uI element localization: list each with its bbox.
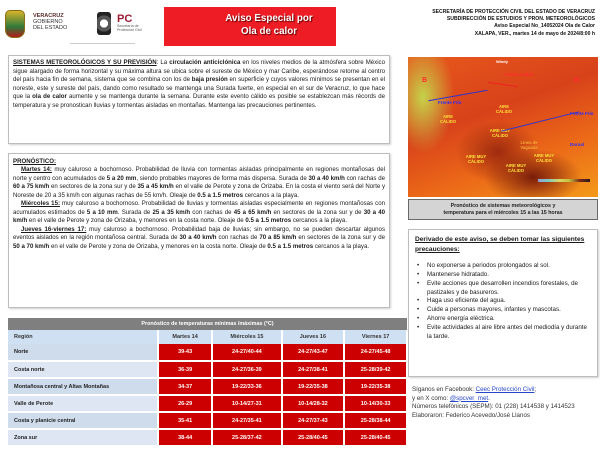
column-header: Jueves 16 xyxy=(282,330,345,344)
trough-line-label: Línea de Vaguada xyxy=(520,140,538,150)
precaution-item: • Mantenerse hidratado. xyxy=(415,271,591,280)
table-row: Norte 39-43 24-27/40-44 24-27/43-47 24-27/45-48 xyxy=(8,344,407,361)
precaution-item: • Ahorre energía eléctrica. xyxy=(415,315,591,324)
pc-abbr: PC xyxy=(117,13,133,25)
forecast-title: PRONÓSTICO: xyxy=(13,158,56,165)
caption-line: temperatura para el miércoles 15 a las 15 horas xyxy=(443,210,563,217)
warm-front-label: Frente Cálido xyxy=(505,72,534,77)
bulletin-number: Aviso Especial No_14052024 Ola de Calor xyxy=(494,23,595,30)
low-pressure-label: B xyxy=(422,77,428,84)
logo-line: GOBIERNO xyxy=(33,19,63,25)
column-header: Miércoles 15 xyxy=(212,330,281,344)
table-caption: Pronóstico de temperaturas mínimas /máximas (°C) xyxy=(8,318,407,330)
windy-watermark: Windy xyxy=(496,59,508,64)
phone-numbers: Números telefónicos (SEPM): 01 (228) 1414538 y 1414523 xyxy=(412,403,575,411)
header-divider xyxy=(70,43,135,44)
table-row: Valle de Perote 26-29 10-14/27-31 10-14/28-32 10-14/30-33 xyxy=(8,395,407,412)
column-header: Región xyxy=(8,330,158,344)
header xyxy=(0,0,600,50)
precaution-item: • Cuide a personas mayores, infantes y mascotas. xyxy=(415,306,591,315)
ridge-label: Dorsal xyxy=(570,142,585,147)
precautions-list xyxy=(415,262,591,341)
cold-front-label: Frente Frío xyxy=(570,111,594,116)
systems-title: SISTEMAS METEOROLÓGICOS Y SU PREVISIÓN xyxy=(13,59,157,66)
table-row: Costa norte 36-39 24-27/36-39 24-27/38-41 25-28/39-42 xyxy=(8,361,407,378)
low-pressure-label: B xyxy=(574,77,580,84)
warm-front-line xyxy=(488,82,518,87)
table-row: Zona sur 38-44 25-28/37-42 25-28/40-45 25-28/40-45 xyxy=(8,429,407,446)
logo-line: DEL ESTADO xyxy=(33,25,68,31)
temperature-table xyxy=(8,318,408,447)
veracruz-logo-text xyxy=(33,13,67,31)
agency-name: SECRETARÍA DE PROTECCIÓN CIVIL DEL ESTADO DE VERACRUZ xyxy=(432,9,595,15)
weather-map xyxy=(408,57,598,197)
forecast-day: Martes 14: muy caluroso a bochornoso. Probabilidad de lluvia con tormentas aisladas principalmente en regiones montañosas del norte y centro con acumulados de 5 a 20 mm, siendo probables mayores de forma más dispersa. Surada de 30 a 40 km/h con rachas de 60 a 75 km/h en sectores de la zona sur y de 35 a 45 km/h en el valle de Perote y zona de Orizaba. En la costa el viento será del Norte y Noreste de 20 a 35 km/h con algunas rachas de 55 km/h. Oleaje de 0.5 a 1.5 metros cercanos a la playa. xyxy=(13,166,386,199)
table-row: Montañosa central y Altas Montañas 34-37 19-22/33-36 19-22/35-38 19-22/35-38 xyxy=(8,378,407,395)
pc-sub: Protección Civil xyxy=(117,28,142,33)
precaution-item: • Haga uso eficiente del agua. xyxy=(415,297,591,306)
banner-line: Ola de calor xyxy=(240,26,298,37)
bulletin-date: XALAPA, VER., martes 14 de mayo de 2024/8:00 h xyxy=(474,30,595,37)
logo-line: VERACRUZ xyxy=(33,13,64,19)
facebook-link[interactable]: Ceec Protección Civil xyxy=(475,386,535,393)
map-caption xyxy=(408,199,598,220)
precaution-item: • Evite actividades al aire libre antes del mediodía y durante la tarde. xyxy=(415,324,591,342)
cold-front-label: Frente Frío xyxy=(438,100,462,105)
caption-line: Pronóstico de sistemas meteorológicos y xyxy=(450,203,556,209)
air-mass-label: AIRE MUY CÁLIDO xyxy=(489,128,511,138)
air-mass-label: AIRE MUY CÁLIDO xyxy=(533,153,555,163)
contact-info: Síganos en Facebook: Ceec Protección Civil; y en X como: @spcver_met. Números telefónicos (SEPM): 01 (228) 1414538 y 1414523 Elaboraron: Federico Acevedo/José Llanos xyxy=(412,386,598,420)
table-row: Costa y planicie central 35-41 24-27/35-41 24-27/37-43 25-28/38-44 xyxy=(8,412,407,429)
column-header: Viernes 17 xyxy=(344,330,407,344)
air-mass-label: AIRE CÁLIDO xyxy=(439,114,457,124)
air-mass-label: AIRE MUY CÁLIDO xyxy=(505,163,527,173)
precautions-title: Derivado de este aviso, se deben tomar las siguientes precauciones: xyxy=(415,236,585,253)
air-mass-label: AIRE CÁLIDO xyxy=(495,104,513,114)
table-header-row xyxy=(8,330,407,344)
alert-banner xyxy=(164,7,336,46)
air-mass-label: AIRE MUY CÁLIDO xyxy=(465,154,487,164)
proteccion-civil-shield-icon xyxy=(97,12,111,35)
forecast-day: Miércoles 15: muy caluroso a bochornoso. Probabilidad de lluvias y tormentas aisladas especialmente en regiones montañosas con acumulados estimados de 5 a 10 mm. Surada de 25 a 35 km/h con rachas de 45 a 65 km/h en sectores de la zona sur y de 30 a 40 km/h en el valle de Perote y zona de Orizaba, y menores en la costa norte. Oleaje de 0.5 a 1.5 metros cercanos a la playa. xyxy=(13,200,385,225)
precaution-item: • Evite acciones que desarrollen incendios forestales, de pastizales y de basureros. xyxy=(415,280,591,298)
systems-section xyxy=(8,55,390,144)
agency-subdivision: SUBDIRECCIÓN DE ESTUDIOS Y PRON. METEOROLÓGICOS xyxy=(446,16,595,23)
pc-sub: Secretaría de xyxy=(117,24,139,28)
authors: Elaboraron: Federico Acevedo/José Llanos xyxy=(412,411,530,419)
agency-info xyxy=(325,9,595,38)
veracruz-coat-of-arms-icon xyxy=(5,10,25,38)
banner-line: Aviso Especial por xyxy=(225,13,313,24)
proteccion-civil-logo-text xyxy=(117,14,142,33)
map-color-scale xyxy=(538,179,590,182)
x-link[interactable]: @spcver_met xyxy=(449,394,489,402)
precautions-section xyxy=(408,229,598,377)
column-header: Martes 14 xyxy=(158,330,212,344)
forecast-day: Jueves 16-viernes 17: muy caluroso a bochornoso. Probabilidad baja de lluvias; sin embargo, no se pueden descartar algunos eventos aislados en la región montañosa central. Surada de 30 a 40 km/h con rachas de 70 a 85 km/h en sectores de la zona sur y de 50 a 70 km/h en el valle de Perote y zona de Orizaba, y menores en la costa norte. Oleaje de 0.5 a 1.5 metros cercanos a la playa. xyxy=(13,225,385,250)
systems-text: SISTEMAS METEOROLÓGICOS Y SU PREVISIÓN: La circulación anticiclónica en los niveles medios de la atmósfera sobre México sigue alargado de forma horizontal y su máxima altura se ubica sobre el sureste de México y mar Caribe, esperándose retorne al centro del país hacia fin de semana, sistema que se combina con los de baja presión en superficie y cuyos valores mínimos se presentan en el noreste, este y sureste del país, dando como resultado se mantenga una Surada fuerte, en especial en el sur de Veracruz, lo que hace que la ola de calor aumente y se mantenga durante la semana. Durante este evento cálido es posible se establezcan más récords de temperatura y se pronostican lluvias y tormentas aisladas en montañas. Mantenga las precauciones pertinentes. xyxy=(13,59,385,109)
forecast-section xyxy=(8,153,390,308)
precaution-item: • No exponerse a periodos prolongados al sol. xyxy=(415,262,591,271)
